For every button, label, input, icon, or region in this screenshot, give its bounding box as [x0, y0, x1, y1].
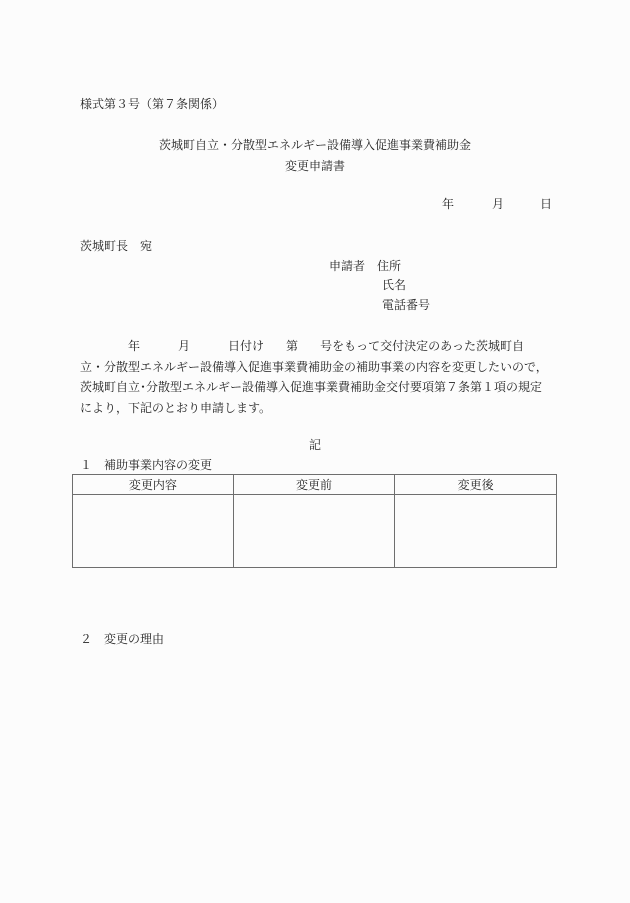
body-line-1 — [80, 336, 560, 357]
body-line1-rest: 号をもって交付決定のあった茨城町自 — [320, 339, 524, 353]
body-line-4: により，下記のとおり申請します。 — [80, 400, 272, 415]
date-line — [0, 196, 630, 212]
body-year: 年 — [128, 339, 141, 353]
body-paragraph — [80, 336, 560, 418]
addressee: 茨城町長 宛 — [80, 239, 153, 253]
body-number-prefix: 第 — [286, 339, 299, 353]
header-change-content: 変更内容 — [73, 475, 234, 495]
table-row — [73, 495, 557, 568]
body-month: 月 — [178, 339, 191, 353]
phone-label: 電話番号 — [382, 298, 431, 312]
header-after-change: 変更後 — [395, 475, 557, 495]
section-2-heading: ２ 変更の理由 — [80, 632, 165, 646]
cell-change-content[interactable] — [73, 495, 234, 568]
body-date-suffix: 日付け — [228, 339, 265, 353]
name-label: 氏名 — [382, 278, 407, 292]
ki-heading: 記 — [308, 438, 321, 452]
cell-before-change[interactable] — [233, 495, 395, 568]
change-table — [72, 474, 557, 568]
applicant-label: 申請者 — [329, 259, 366, 273]
section-1-heading: １ 補助事業内容の変更 — [80, 458, 213, 472]
table-header-row — [73, 475, 557, 495]
body-line-2: 立・分散型エネルギー設備導入促進事業費補助金の補助事業の内容を変更したいので， — [80, 359, 548, 374]
document-title: 茨城町自立・分散型エネルギー設備導入促進事業費補助金 — [158, 138, 471, 152]
form-number: 様式第３号（第７条関係） — [80, 97, 225, 111]
body-line-3: 茨城町自立･分散型エネルギー設備導入促進事業費補助金交付要項第７条第１項の規定 — [80, 380, 543, 394]
cell-after-change[interactable] — [395, 495, 557, 568]
document-subtitle: 変更申請書 — [284, 159, 345, 173]
address-label: 住所 — [377, 259, 402, 273]
date-day-label: 日 — [540, 197, 553, 211]
date-year-label: 年 — [442, 197, 455, 211]
header-before-change: 変更前 — [233, 475, 395, 495]
date-month-label: 月 — [492, 197, 505, 211]
